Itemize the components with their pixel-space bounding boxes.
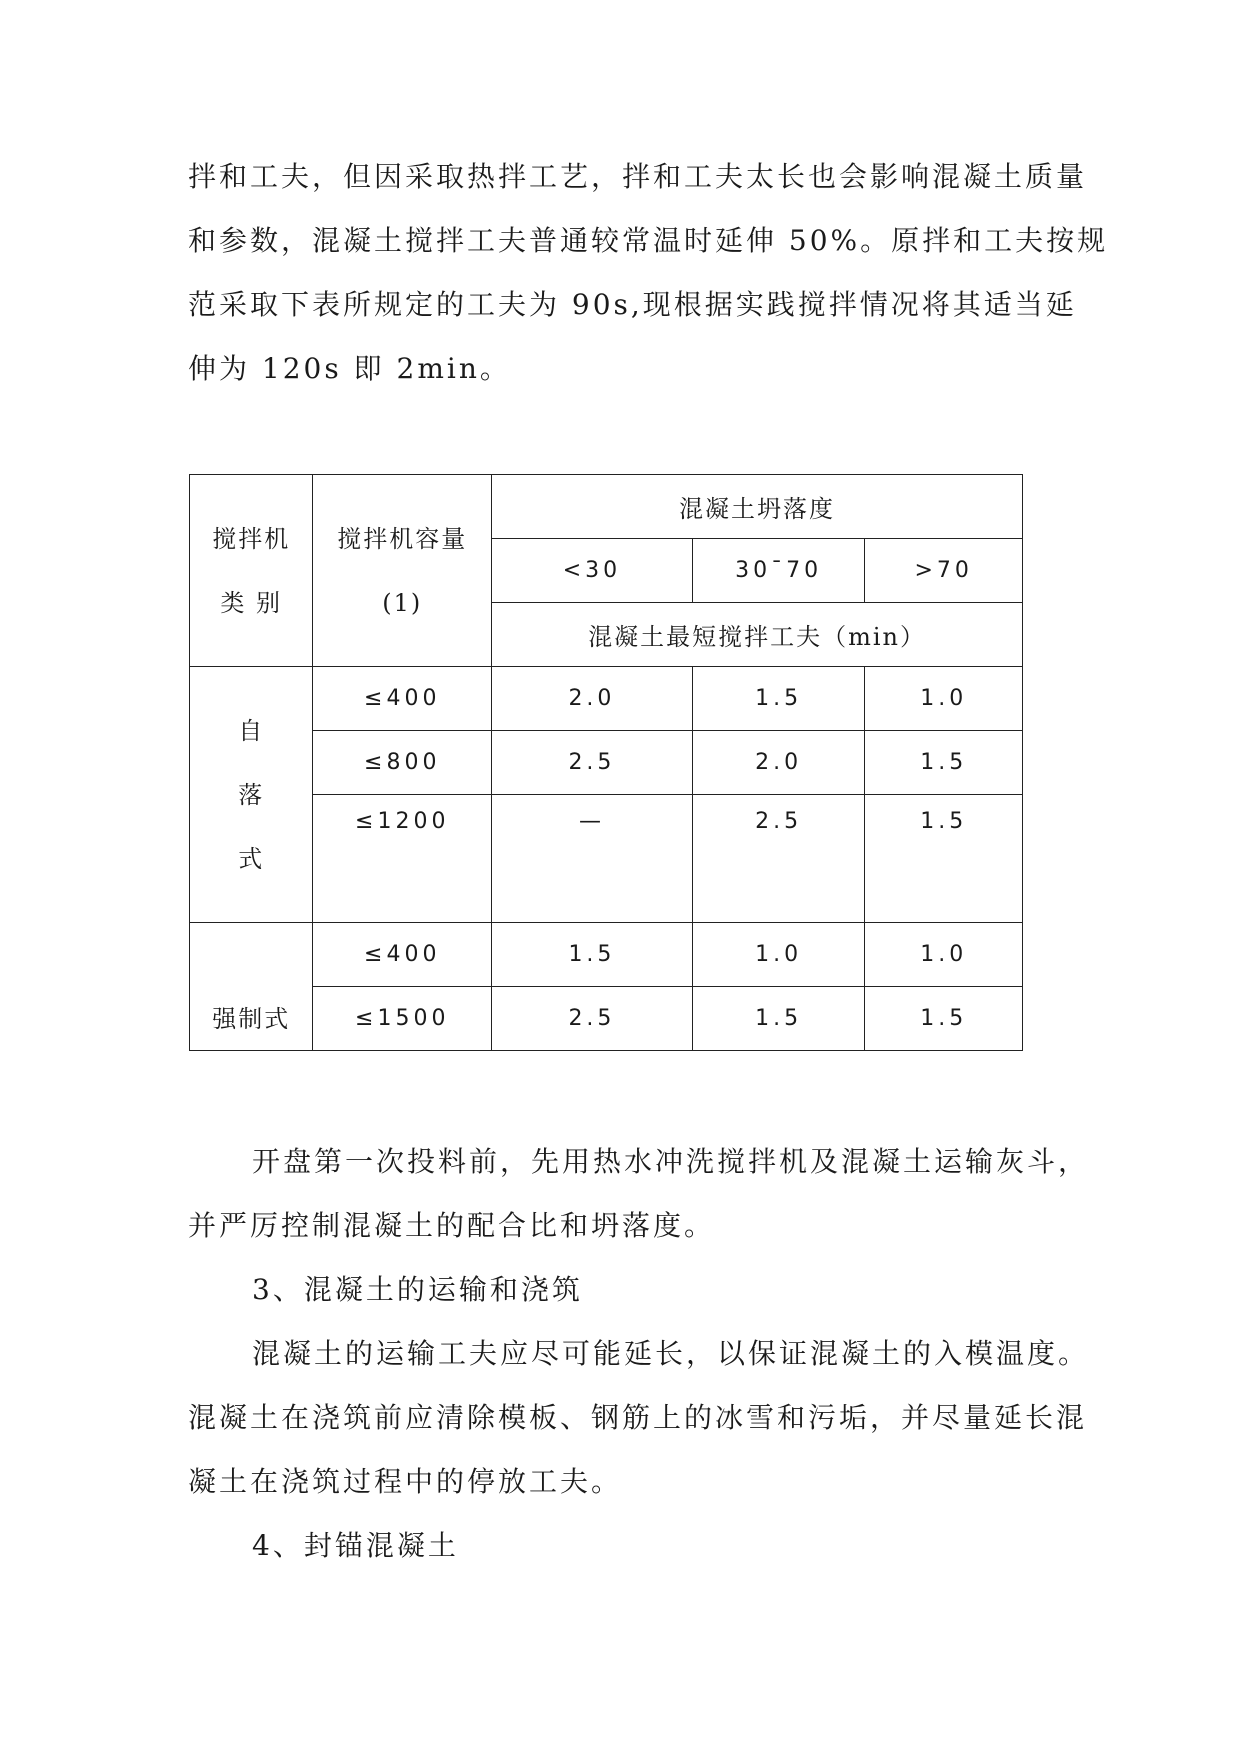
text-line: 开盘第一次投料前，先用热水冲洗搅拌机及混凝土运输灰斗，: [252, 1145, 1090, 1178]
text-line: 凝土在浇筑过程中的停放工夫。: [188, 1465, 623, 1498]
value-cell: 2.5: [492, 987, 693, 1051]
type-char: 落: [238, 780, 265, 809]
text-line: 和参数，混凝土搅拌工夫普通较常温时延伸 50%。原拌和工夫按规: [188, 224, 1109, 257]
header-capacity-line2: (1): [382, 588, 423, 617]
value-cell: 1.0: [865, 923, 1023, 987]
value-cell: 1.5: [865, 731, 1023, 795]
text-line: 范采取下表所规定的工夫为 90s,现根据实践搅拌情况将其适当延: [188, 288, 1077, 321]
text-line: 拌和工夫，但因采取热拌工艺，拌和工夫太长也会影响混凝土质量: [188, 160, 1088, 193]
value-cell: 1.5: [692, 987, 865, 1051]
paragraph-mixing-time: [188, 145, 1109, 401]
value-cell: 1.5: [865, 795, 1023, 923]
header-mixer-type-line2: 类 别: [220, 588, 283, 617]
paragraph-first-batch: [188, 1130, 1088, 1258]
header-min-mixing-time: 混凝土最短搅拌工夫（min）: [492, 603, 1023, 667]
value-cell: 1.5: [492, 923, 693, 987]
text-line: 混凝土在浇筑前应清除模板、钢筋上的冰雪和污垢，并尽量延长混: [188, 1401, 1088, 1434]
section-3: [188, 1258, 1088, 1514]
header-slump-range: <30: [492, 539, 693, 603]
capacity-cell: ≤400: [313, 923, 492, 987]
value-cell: 1.0: [865, 667, 1023, 731]
header-mixer-capacity: [313, 475, 492, 667]
value-cell: —: [492, 795, 693, 923]
value-cell: 2.5: [492, 731, 693, 795]
value-cell: 1.0: [692, 923, 865, 987]
header-capacity-line1: 搅拌机容量: [337, 524, 468, 553]
value-cell: 1.5: [865, 987, 1023, 1051]
header-slump: 混凝土坍落度: [492, 475, 1023, 539]
capacity-cell: ≤800: [313, 731, 492, 795]
value-cell: 2.5: [692, 795, 865, 923]
capacity-cell: ≤1200: [313, 795, 492, 923]
mixing-time-table: [189, 474, 1023, 1051]
header-mixer-type-line1: 搅拌机: [212, 524, 291, 553]
section-heading: 4、封锚混凝土: [252, 1529, 459, 1562]
text-line: 并严厉控制混凝土的配合比和坍落度。: [188, 1209, 716, 1242]
type-free-fall: [190, 667, 313, 923]
type-char: 自: [238, 716, 265, 745]
section-4: [188, 1514, 1088, 1578]
capacity-cell: ≤400: [313, 667, 492, 731]
value-cell: 2.0: [692, 731, 865, 795]
section-heading: 3、混凝土的运输和浇筑: [252, 1273, 583, 1306]
header-slump-range: 30¯70: [692, 539, 865, 603]
type-char: 式: [238, 844, 265, 873]
type-forced: 强制式: [190, 923, 313, 1051]
text-line: 伸为 120s 即 2min。: [188, 352, 511, 385]
text-line: 混凝土的运输工夫应尽可能延长，以保证混凝土的入模温度。: [252, 1337, 1090, 1370]
value-cell: 1.5: [692, 667, 865, 731]
capacity-cell: ≤1500: [313, 987, 492, 1051]
value-cell: 2.0: [492, 667, 693, 731]
header-mixer-type: [190, 475, 313, 667]
header-slump-range: >70: [865, 539, 1023, 603]
